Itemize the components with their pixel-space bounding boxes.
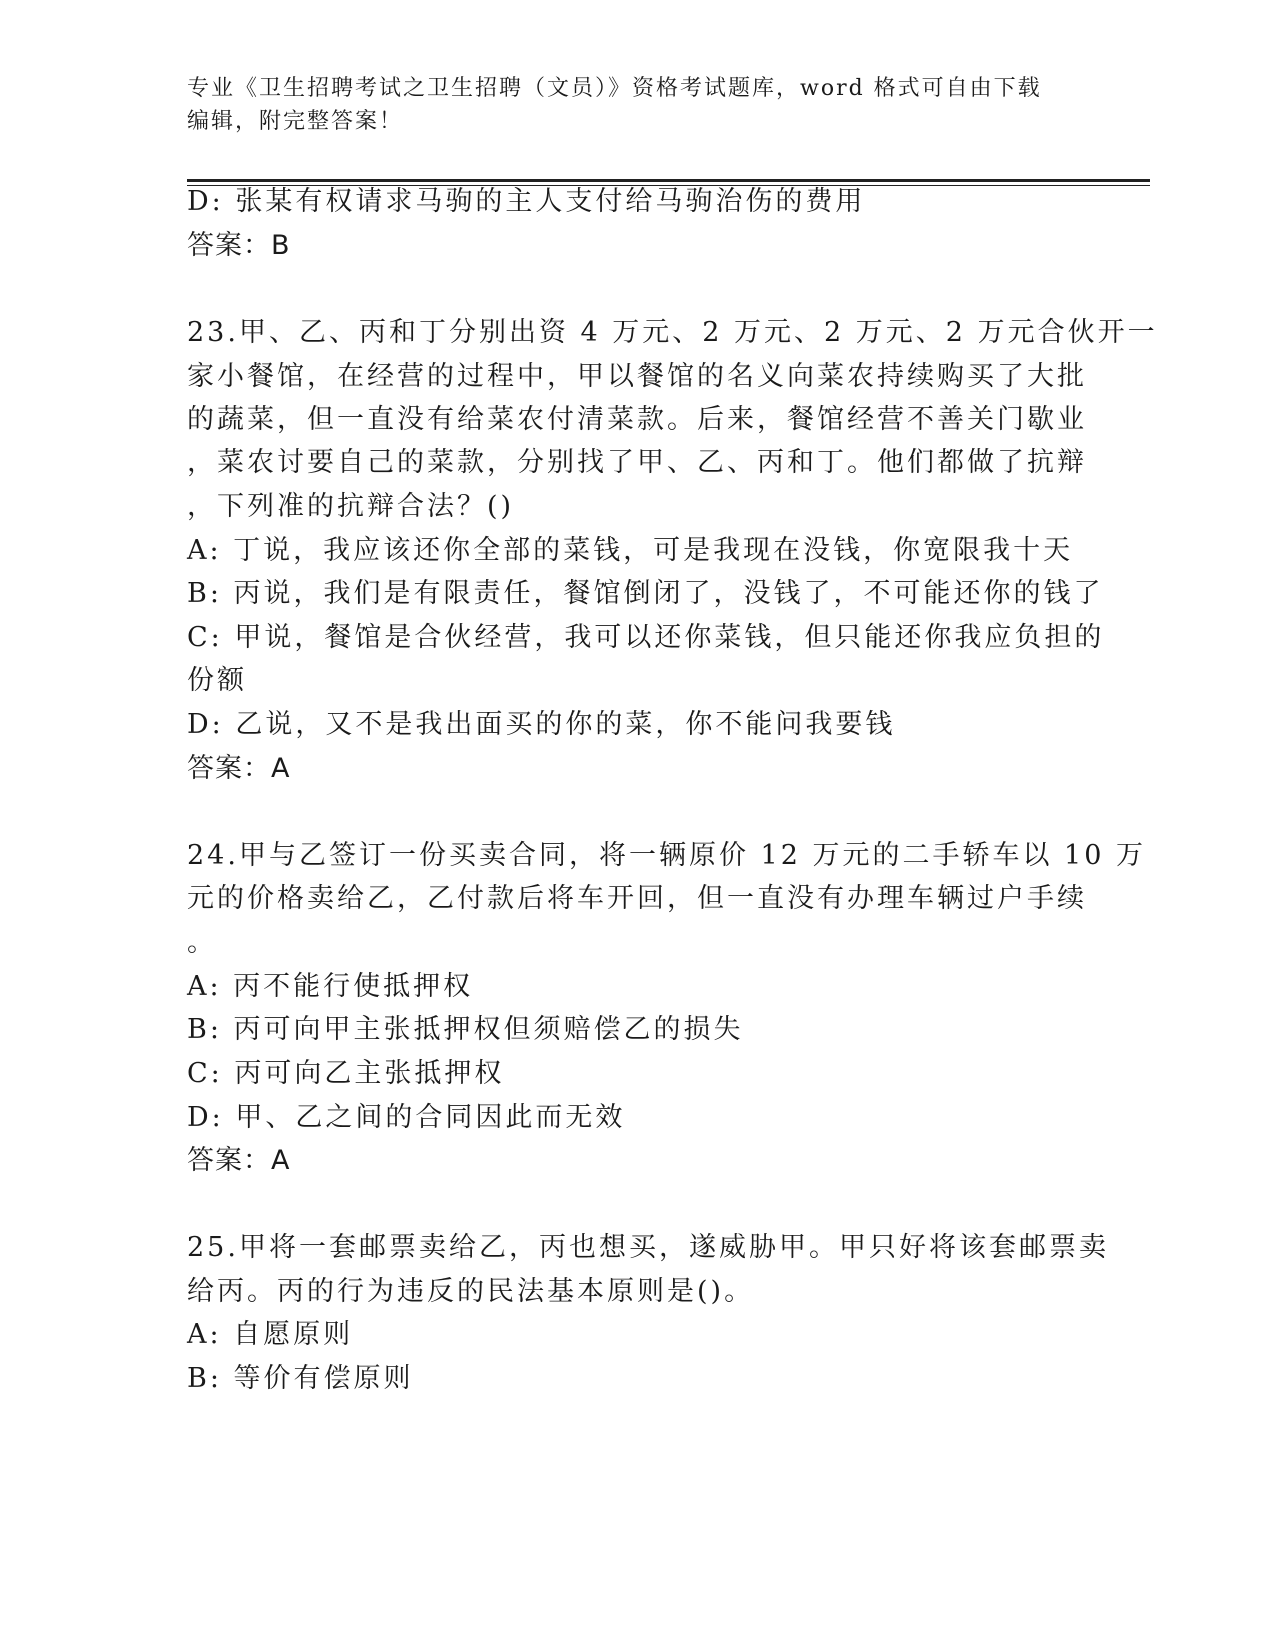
page-header <box>187 72 1087 138</box>
q23-text-line-2: 家小餐馆，在经营的过程中，甲以餐馆的名义向菜农持续购买了大批 <box>187 361 1087 392</box>
q25-option-a: A: 自愿原则 <box>187 1319 354 1350</box>
header-line-1: 专业《卫生招聘考试之卫生招聘（文员）》资格考试题库，word 格式可自由下载 <box>187 76 1042 101</box>
q22-answer: 答案：B <box>187 230 291 261</box>
q23-option-c: C: 甲说，餐馆是合伙经营，我可以还你菜钱，但只能还你我应负担的 <box>187 622 1105 653</box>
q23-option-b: B: 丙说，我们是有限责任，餐馆倒闭了，没钱了，不可能还你的钱了 <box>187 578 1104 609</box>
q24-option-a: A: 丙不能行使抵押权 <box>187 971 474 1002</box>
q23-text-line-1: 23.甲、乙、丙和丁分别出资 4 万元、2 万元、2 万元、2 万元合伙开一 <box>187 317 1158 348</box>
q23-text-line-5: ，下列准的抗辩合法？() <box>187 491 515 522</box>
q22-option-d: D: 张某有权请求马驹的主人支付给马驹治伤的费用 <box>187 186 866 217</box>
q23-text-line-4: ，菜农讨要自己的菜款，分别找了甲、乙、丙和丁。他们都做了抗辩 <box>187 447 1087 478</box>
q23-answer: 答案：A <box>187 753 291 784</box>
q23-option-d: D: 乙说，又不是我出面买的你的菜，你不能问我要钱 <box>187 709 896 740</box>
q25-text-line-2: 给丙。丙的行为违反的民法基本原则是()。 <box>187 1276 755 1307</box>
q24-text-line-3: 。 <box>187 927 217 958</box>
q24-option-d: D: 甲、乙之间的合同因此而无效 <box>187 1102 626 1133</box>
q23-option-c-cont: 份额 <box>187 665 247 696</box>
q24-answer: 答案：A <box>187 1145 291 1176</box>
q24-option-b: B: 丙可向甲主张抵押权但须赔偿乙的损失 <box>187 1014 744 1045</box>
header-line-2: 编辑，附完整答案！ <box>187 109 404 134</box>
q23-option-a: A: 丁说，我应该还你全部的菜钱，可是我现在没钱，你宽限我十天 <box>187 535 1074 566</box>
q25-option-b: B: 等价有偿原则 <box>187 1363 414 1394</box>
q24-text-line-1: 24.甲与乙签订一份买卖合同，将一辆原价 12 万元的二手轿车以 10 万 <box>187 840 1146 871</box>
q24-option-c: C: 丙可向乙主张抵押权 <box>187 1058 505 1089</box>
q24-text-line-2: 元的价格卖给乙，乙付款后将车开回，但一直没有办理车辆过户手续 <box>187 883 1087 914</box>
q23-text-line-3: 的蔬菜，但一直没有给菜农付清菜款。后来，餐馆经营不善关门歇业 <box>187 404 1087 435</box>
q25-text-line-1: 25.甲将一套邮票卖给乙，丙也想买，遂威胁甲。甲只好将该套邮票卖 <box>187 1232 1109 1263</box>
